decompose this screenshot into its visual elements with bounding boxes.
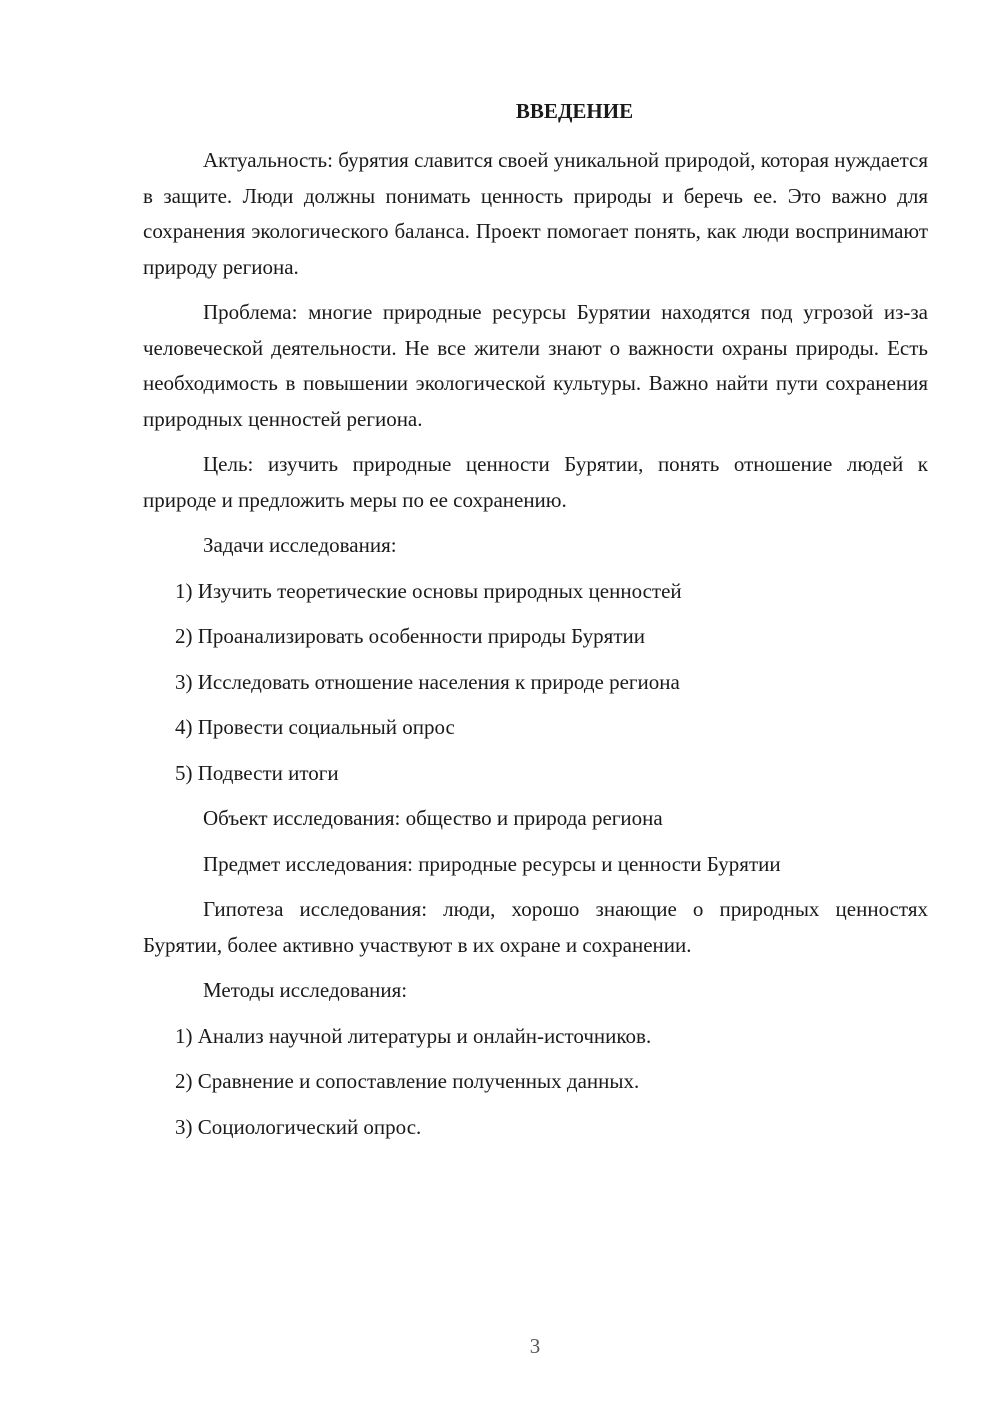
relevance-paragraph: Актуальность: бурятия славится своей уникальной природой, которая нуждается в защите. Люди должны понимать ценность природы и беречь ее. Это важно для сохранения экологического баланса. Проект помогает понять, как люди воспринимают природу региона.: [143, 148, 928, 279]
list-item: 5) Подвести итоги: [175, 760, 339, 785]
list-item: 2) Сравнение и сопоставление полученных данных.: [175, 1069, 640, 1093]
page-body: [143, 97, 928, 1155]
hypothesis-paragraph: Гипотеза исследования: люди, хорошо знающие о природных ценностях Бурятии, более активно участвуют в их охране и сохранении.: [143, 897, 928, 957]
list-item: 1) Анализ научной литературы и онлайн-источников.: [175, 1023, 652, 1048]
methods-list: [143, 1019, 928, 1146]
research-object: Объект исследования: общество и природа региона: [203, 806, 663, 830]
list-item: 2) Проанализировать особенности природы Бурятии: [175, 624, 645, 648]
list-item: 1) Изучить теоретические основы природных ценностей: [175, 578, 682, 603]
list-item: 3) Социологический опрос.: [175, 1114, 422, 1139]
list-item: 4) Провести социальный опрос: [175, 715, 455, 739]
tasks-list: [143, 574, 928, 792]
page-number: 3: [529, 1334, 541, 1358]
section-title: ВВЕДЕНИЕ: [515, 99, 634, 123]
goal-paragraph: Цель: изучить природные ценности Бурятии, понять отношение людей к природе и предложить меры по ее сохранению.: [143, 452, 928, 512]
research-subject: Предмет исследования: природные ресурсы и ценности Бурятии: [203, 851, 781, 876]
problem-paragraph: Проблема: многие природные ресурсы Бурятии находятся под угрозой из-за человеческой деятельности. Не все жители знают о важности охраны природы. Есть необходимость в повышении экологической культуры. Важно найти пути сохранения природных ценностей региона.: [143, 300, 928, 431]
list-item: 3) Исследовать отношение населения к природе региона: [175, 669, 680, 694]
methods-heading: Методы исследования:: [203, 978, 408, 1002]
tasks-heading: Задачи исследования:: [203, 533, 397, 557]
